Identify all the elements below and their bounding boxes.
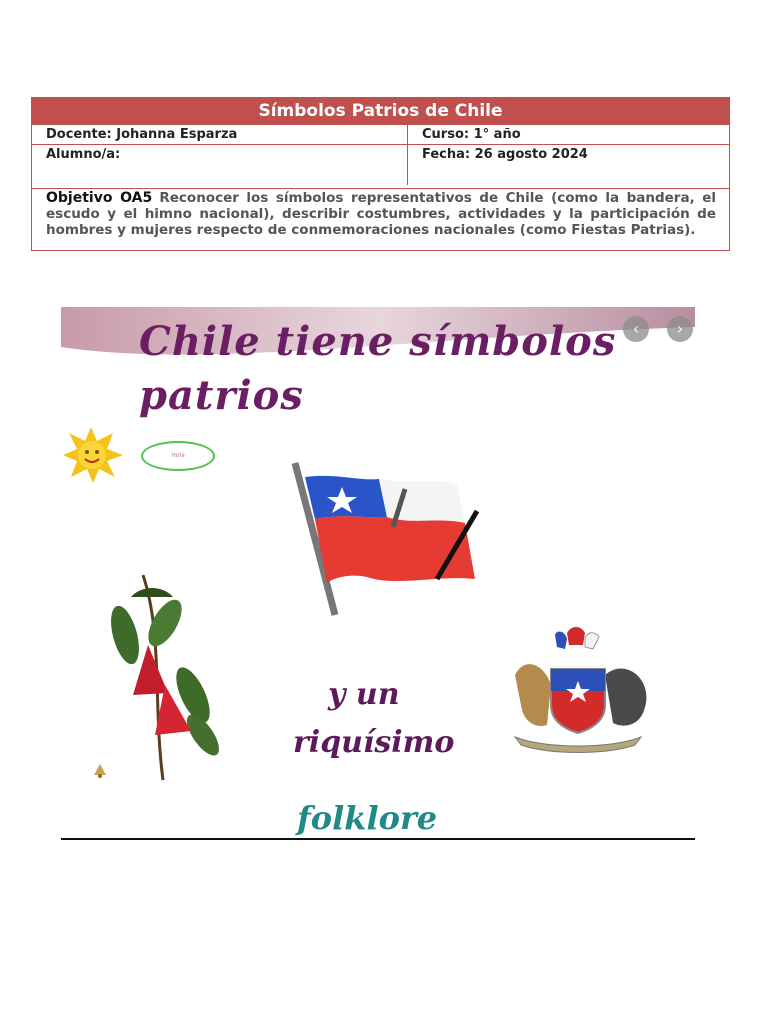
header-table bbox=[31, 97, 730, 251]
sun-icon bbox=[61, 425, 125, 485]
speech-bubble: Hola bbox=[141, 441, 215, 471]
slide-title-line1: Chile tiene símbolos bbox=[139, 318, 617, 365]
curso-field: Curso: 1° año bbox=[422, 127, 521, 142]
coat-of-arms-icon bbox=[495, 625, 661, 765]
text-riquisimo: riquísimo bbox=[293, 725, 455, 760]
row-alumno-fecha bbox=[32, 144, 729, 185]
text-folklore: folklore bbox=[297, 799, 438, 837]
objective-text: Reconocer los símbolos representativos de Chile (como la bandera, el escudo y el himno nacional), describir costumbres, actividades y la participación de hombres y mujeres respecto de conmemoraciones nacionales (como Fiestas Patrias). bbox=[46, 190, 716, 238]
fecha-field: Fecha: 26 agosto 2024 bbox=[422, 147, 588, 162]
slide-title-line2: patrios bbox=[139, 372, 304, 419]
slide-image bbox=[61, 307, 695, 841]
chile-flag-icon bbox=[287, 459, 497, 619]
copihue-flower-icon bbox=[103, 575, 233, 785]
chevron-left-icon: ‹ bbox=[632, 319, 640, 338]
objective-block bbox=[32, 188, 729, 250]
slide-baseline bbox=[61, 838, 695, 840]
document-title: Símbolos Patrios de Chile bbox=[32, 98, 729, 124]
bell-icon bbox=[91, 761, 109, 779]
slide-title bbox=[139, 315, 616, 423]
docente-field: Docente: Johanna Esparza bbox=[32, 125, 408, 144]
carousel-next-button[interactable] bbox=[667, 316, 693, 342]
chevron-right-icon: › bbox=[676, 319, 684, 338]
alumno-field: Alumno/a: bbox=[32, 145, 408, 185]
carousel-prev-button[interactable] bbox=[623, 316, 649, 342]
row-docente-curso bbox=[32, 124, 729, 144]
text-y-un: y un bbox=[328, 677, 400, 712]
objective-label: Objetivo OA5 bbox=[46, 190, 153, 206]
